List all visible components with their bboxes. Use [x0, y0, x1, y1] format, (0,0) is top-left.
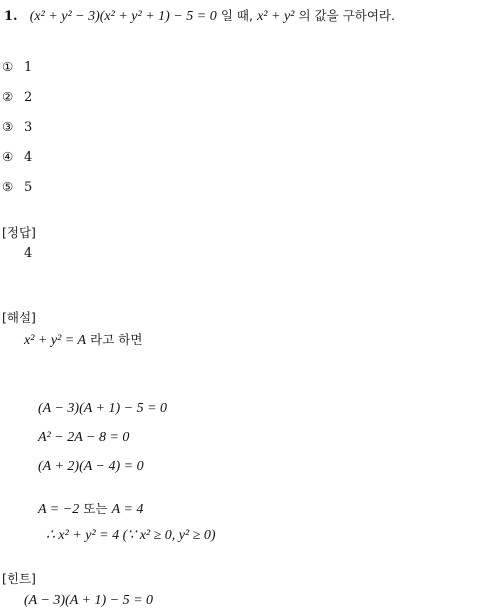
option-5-mark: ⑤ [2, 179, 14, 194]
solution-result [38, 500, 143, 519]
option-3 [2, 118, 32, 137]
option-1-mark: ① [2, 59, 14, 74]
solution-label: [해설] [2, 310, 36, 325]
option-1-value: 1 [24, 60, 33, 75]
option-4-mark: ④ [2, 149, 14, 164]
problem-text-2: 의 값을 구하여라. [298, 8, 395, 23]
option-5 [2, 178, 32, 197]
option-4 [2, 148, 32, 167]
solution-result-mid: 또는 [83, 501, 108, 516]
solution-intro [24, 331, 142, 350]
option-3-value: 3 [24, 120, 33, 135]
solution-conclusion: ∴ x² + y² = 4 (∵ x² ≥ 0, y² ≥ 0) [46, 528, 216, 543]
problem-expression: x² + y² [257, 9, 295, 24]
option-2-mark: ② [2, 89, 14, 104]
solution-result-a: A = −2 [38, 502, 80, 517]
solution-step-1: (A − 3)(A + 1) − 5 = 0 [38, 401, 168, 416]
solution-result-b: A = 4 [111, 502, 144, 517]
answer-value: 4 [24, 246, 33, 261]
option-5-value: 5 [24, 180, 33, 195]
problem-equation: (x² + y² − 3)(x² + y² + 1) − 5 = 0 [29, 9, 217, 24]
problem-number: 1. [4, 9, 18, 24]
solution-step-2: A² − 2A − 8 = 0 [38, 430, 130, 445]
option-3-mark: ③ [2, 119, 14, 134]
solution-intro-text: 라고 하면 [90, 332, 143, 347]
solution-intro-math: x² + y² = A [24, 333, 87, 348]
option-2 [2, 88, 32, 107]
hint-math: (A − 3)(A + 1) − 5 = 0 [24, 593, 154, 608]
option-2-value: 2 [24, 90, 33, 105]
option-4-value: 4 [24, 150, 33, 165]
solution-step-3: (A + 2)(A − 4) = 0 [38, 459, 144, 474]
hint-label: [힌트] [2, 571, 36, 586]
problem-text-1: 일 때, [220, 8, 253, 23]
answer-label: [정답] [2, 225, 36, 240]
option-1 [2, 58, 32, 77]
problem-line [4, 7, 395, 26]
